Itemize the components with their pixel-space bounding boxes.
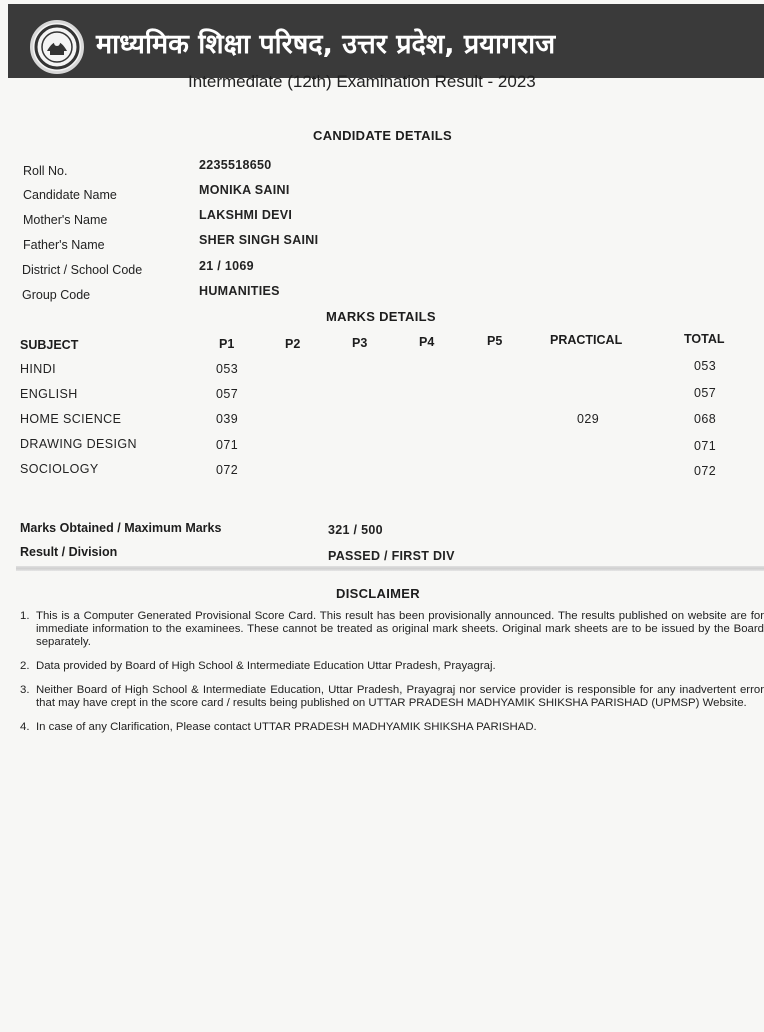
disclaimer-item [20,684,764,710]
father-name-label: Father's Name [23,238,105,252]
col-practical: PRACTICAL [550,333,623,347]
disclaimer-item [20,610,764,649]
district-school-value: 21 / 1069 [199,259,254,273]
row-homescience-subject: HOME SCIENCE [20,412,122,426]
col-p2: P2 [285,337,301,351]
disclaimer-item-text: This is a Computer Generated Provisional Score Card. This result has been provisionally announced. The results published on website are for immediate information to the examinees. These cannot be treated as original mark sheets. Original mark sheets are to be issued by the Board separately. [36,610,764,648]
district-school-label: District / School Code [22,263,143,277]
result-division-value: PASSED / FIRST DIV [328,549,455,563]
disclaimer-list [20,610,764,745]
row-sociology-subject: SOCIOLOGY [20,462,99,476]
col-total: TOTAL [684,332,725,346]
row-hindi-p1: 053 [216,362,239,376]
row-sociology-p1: 072 [216,463,239,477]
disclaimer-item [20,660,764,673]
col-p4: P4 [419,335,435,349]
disclaimer-item-number: 2. [20,660,30,672]
roll-no-value: 2235518650 [199,158,272,172]
candidate-name-value: MONIKA SAINI [199,183,290,197]
group-code-label: Group Code [22,288,91,302]
col-subject: SUBJECT [20,338,79,352]
father-name-value: SHER SINGH SAINI [199,233,319,247]
disclaimer-item-number: 3. [20,684,30,696]
marks-details-heading: MARKS DETAILS [326,309,436,324]
row-sociology-total: 072 [694,464,717,478]
disclaimer-item-text: In case of any Clarification, Please contact UTTAR PRADESH MADHYAMIK SHIKSHA PARISHAD. [36,721,537,733]
disclaimer-item-number: 4. [20,721,30,733]
roll-no-label: Roll No. [23,164,68,178]
marks-obtained-value: 321 / 500 [328,523,383,537]
row-hindi-subject: HINDI [20,362,57,376]
upmsp-emblem-icon [30,20,84,74]
board-name: माध्यमिक शिक्षा परिषद, उत्तर प्रदेश, प्रयागराज [96,29,556,60]
candidate-details-heading: CANDIDATE DETAILS [313,128,452,143]
group-code-value: HUMANITIES [199,284,280,298]
mother-name-label: Mother's Name [23,213,108,227]
row-english-subject: ENGLISH [20,387,78,401]
disclaimer-item-text: Neither Board of High School & Intermediate Education, Uttar Pradesh, Prayagraj nor service provider is responsible for any inadvertent error that may have crept in the score card / results being published on UTTAR PRADESH MADHYAMIK SHIKSHA PARISHAD (UPMSP) Website. [36,684,764,709]
row-english-p1: 057 [216,387,239,401]
row-homescience-total: 068 [694,412,717,426]
row-homescience-p1: 039 [216,412,239,426]
section-divider [16,566,764,571]
candidate-name-label: Candidate Name [23,188,117,202]
col-p5: P5 [487,334,503,348]
row-drawing-total: 071 [694,439,717,453]
disclaimer-heading: DISCLAIMER [336,586,420,601]
row-english-total: 057 [694,386,717,400]
row-drawing-subject: DRAWING DESIGN [20,437,137,451]
disclaimer-item [20,721,764,734]
row-hindi-total: 053 [694,359,717,373]
col-p3: P3 [352,336,368,350]
disclaimer-item-number: 1. [20,610,30,622]
exam-title: Intermediate (12th) Examination Result - 2023 [188,72,536,91]
col-p1: P1 [219,337,235,351]
result-division-label: Result / Division [20,545,118,559]
row-homescience-practical: 029 [577,412,600,426]
disclaimer-item-text: Data provided by Board of High School & Intermediate Education Uttar Pradesh, Prayagraj. [36,660,496,672]
mother-name-value: LAKSHMI DEVI [199,208,293,222]
marks-obtained-label: Marks Obtained / Maximum Marks [20,521,222,535]
row-drawing-p1: 071 [216,438,239,452]
